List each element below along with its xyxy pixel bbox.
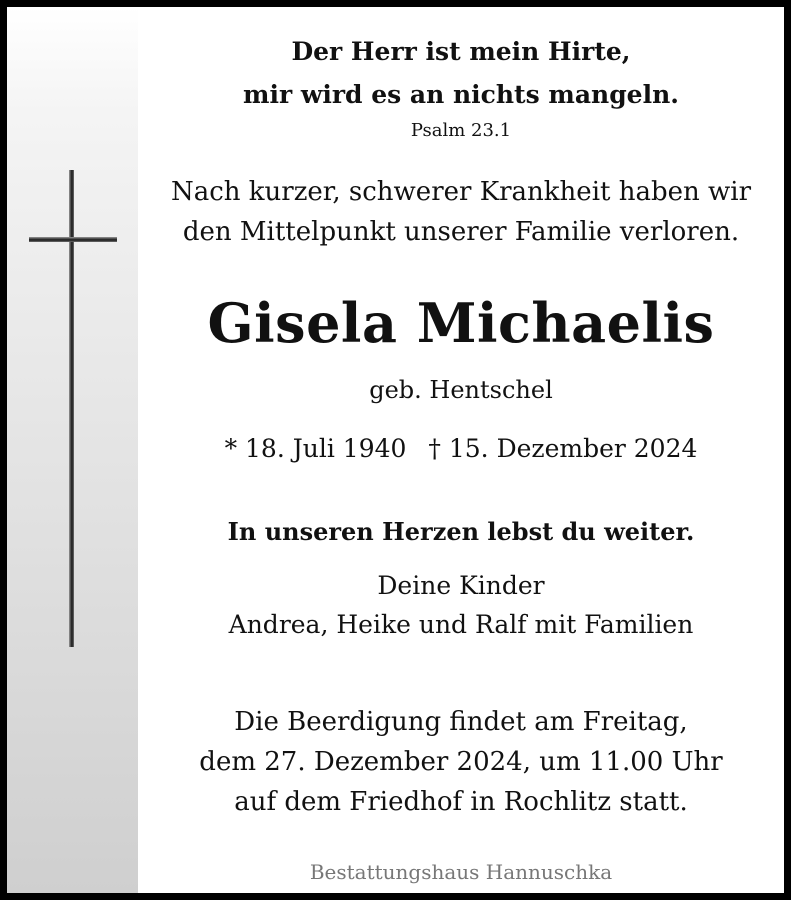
funeral-line-3: auf dem Friedhof in Rochlitz statt. (234, 787, 688, 817)
cross-horizontal-beam (29, 237, 117, 242)
family-line-1: Deine Kinder (377, 571, 545, 600)
funeral-line-1: Die Beerdigung findet am Freitag, (234, 707, 688, 737)
funeral-line-2: dem 27. Dezember 2024, um 11.00 Uhr (199, 747, 723, 777)
family-line-2: Andrea, Heike und Ralf mit Familien (228, 610, 694, 639)
birth-date: * 18. Juli 1940 (224, 434, 407, 463)
life-dates (138, 434, 784, 463)
motto: In unseren Herzen lebst du weiter. (227, 517, 695, 546)
undertaker-name: Bestattungshaus Hannuschka (309, 860, 613, 884)
side-panel (7, 7, 138, 893)
notice-content (138, 7, 784, 893)
maiden-name: geb. Hentschel (369, 376, 553, 404)
intro-line-2: den Mittelpunkt unserer Familie verloren. (182, 217, 740, 247)
death-date: † 15. Dezember 2024 (428, 434, 698, 463)
verse-line-2: mir wird es an nichts mangeln. (243, 80, 679, 109)
deceased-name: Gisela Michaelis (207, 291, 715, 355)
verse-source: Psalm 23.1 (410, 120, 512, 141)
intro-line-1: Nach kurzer, schwerer Krankheit haben wir (170, 177, 752, 207)
verse-line-1: Der Herr ist mein Hirte, (291, 37, 631, 66)
